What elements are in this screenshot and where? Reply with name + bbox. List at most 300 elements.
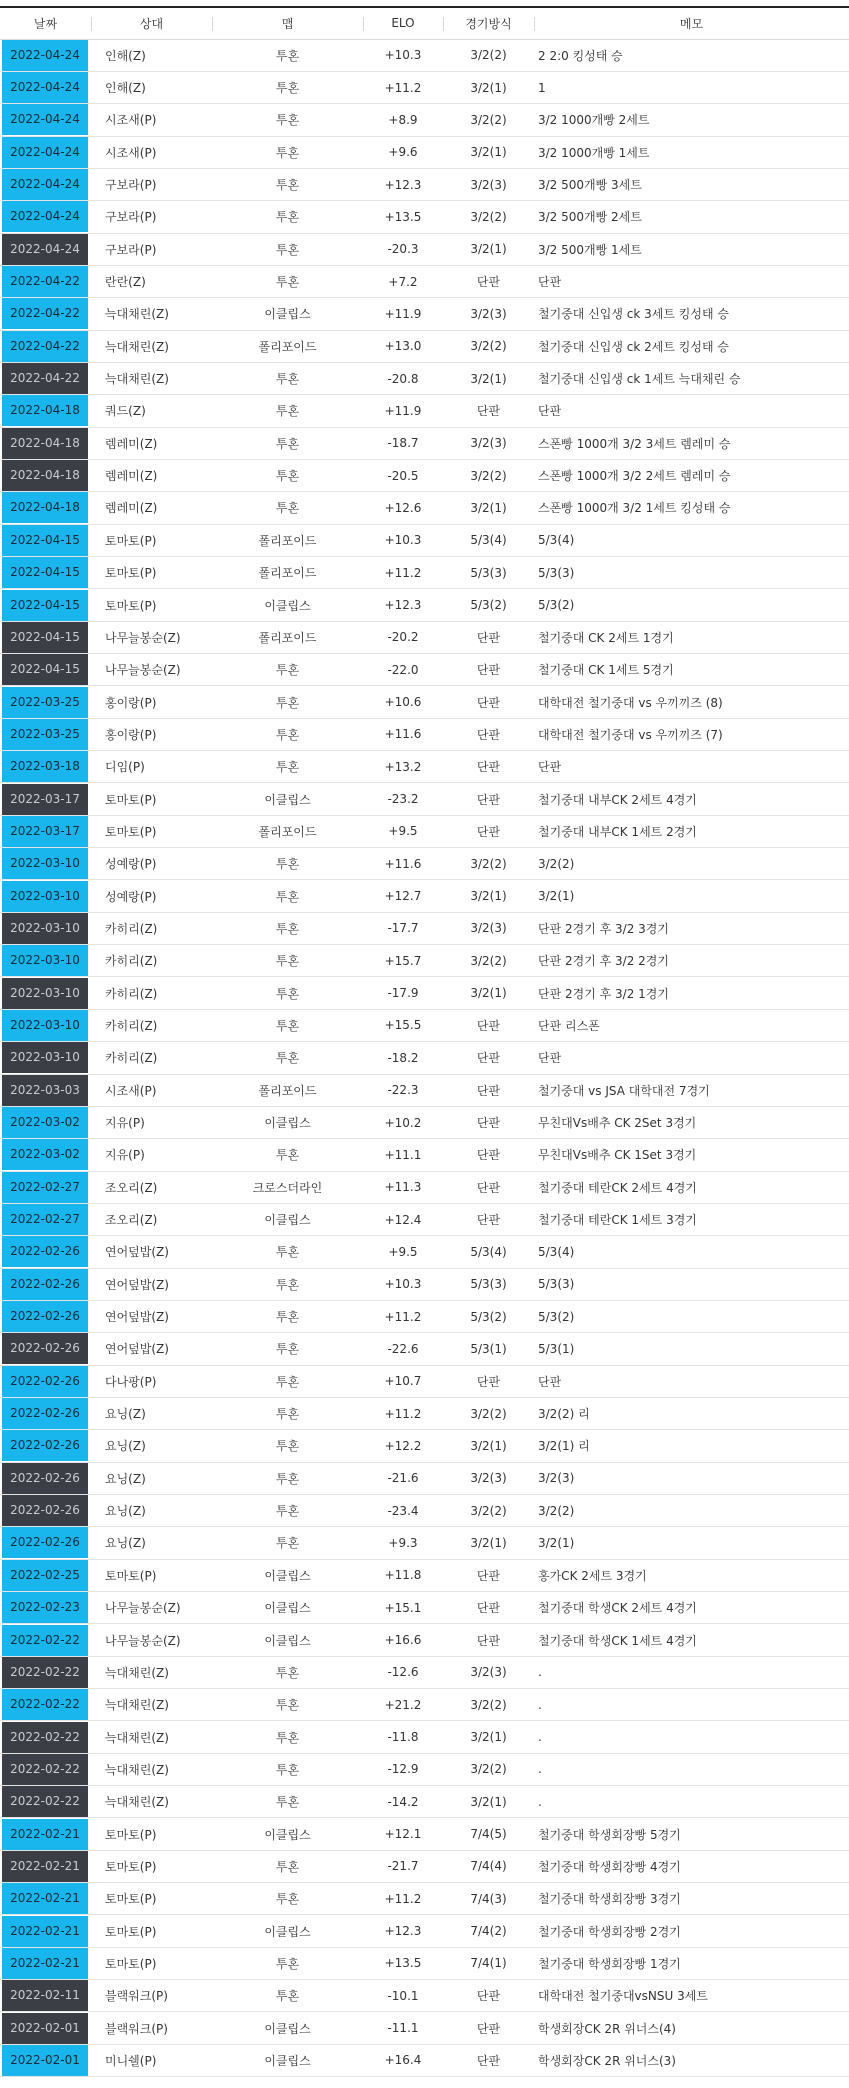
table-row: [0, 1139, 849, 1171]
win-date-badge: 2022-02-26: [2, 1527, 88, 1558]
elo-cell: +12.3: [363, 1915, 443, 1947]
loss-date-badge: 2022-03-17: [2, 784, 88, 815]
opponent-cell: 지유(P): [91, 1106, 212, 1138]
date-cell: [0, 1430, 91, 1462]
memo-cell: 단판 2경기 후 3/2 1경기: [534, 977, 849, 1009]
map-cell: 투혼: [212, 848, 363, 880]
map-cell: 투혼: [212, 718, 363, 750]
map-cell: 이클립스: [212, 783, 363, 815]
opponent-cell: 요닝(Z): [91, 1494, 212, 1526]
format-cell: 3/2(1): [443, 136, 534, 168]
map-cell: 폴리포이드: [212, 330, 363, 362]
elo-cell: +11.2: [363, 1883, 443, 1915]
opponent-cell: 조오리(Z): [91, 1203, 212, 1235]
loss-date-badge: 2022-03-03: [2, 1075, 88, 1106]
table-row: [0, 136, 849, 168]
map-cell: 투혼: [212, 1236, 363, 1268]
loss-date-badge: 2022-02-26: [2, 1495, 88, 1526]
elo-cell: -20.2: [363, 621, 443, 653]
memo-cell: 철기중대 학생회장빵 3경기: [534, 1883, 849, 1915]
elo-cell: +13.2: [363, 751, 443, 783]
elo-cell: -18.7: [363, 427, 443, 459]
opponent-cell: 늑대채린(Z): [91, 1786, 212, 1818]
opponent-cell: 나무늘봉순(Z): [91, 1592, 212, 1624]
format-cell: 3/2(2): [443, 848, 534, 880]
format-cell: 5/3(4): [443, 1236, 534, 1268]
table-row: [0, 783, 849, 815]
win-date-badge: 2022-04-24: [2, 137, 88, 168]
date-cell: [0, 1592, 91, 1624]
memo-cell: 5/3(3): [534, 1268, 849, 1300]
opponent-cell: 카히리(Z): [91, 945, 212, 977]
memo-cell: .: [534, 1689, 849, 1721]
memo-cell: 철기중대 학생CK 2세트 4경기: [534, 1592, 849, 1624]
map-cell: 투혼: [212, 1689, 363, 1721]
opponent-cell: 카히리(Z): [91, 1009, 212, 1041]
opponent-cell: 쿼드(Z): [91, 395, 212, 427]
table-row: [0, 1980, 849, 2012]
date-cell: [0, 1753, 91, 1785]
map-cell: 투혼: [212, 1656, 363, 1688]
date-cell: [0, 1300, 91, 1332]
win-date-badge: 2022-02-22: [2, 1689, 88, 1720]
map-cell: 투혼: [212, 1850, 363, 1882]
loss-date-badge: 2022-03-10: [2, 978, 88, 1009]
format-cell: 3/2(2): [443, 330, 534, 362]
elo-cell: +12.2: [363, 1430, 443, 1462]
table-row: [0, 848, 849, 880]
elo-cell: +12.6: [363, 492, 443, 524]
opponent-cell: 미니쉘(P): [91, 2044, 212, 2076]
format-cell: 5/3(2): [443, 589, 534, 621]
memo-cell: 3/2 1000개빵 1세트: [534, 136, 849, 168]
date-cell: [0, 1656, 91, 1688]
opponent-cell: 늑대채린(Z): [91, 1656, 212, 1688]
table-row: [0, 654, 849, 686]
opponent-cell: 렘레미(Z): [91, 492, 212, 524]
memo-cell: 3/2 500개빵 2세트: [534, 201, 849, 233]
memo-cell: 철기중대 내부CK 1세트 2경기: [534, 815, 849, 847]
opponent-cell: 요닝(Z): [91, 1462, 212, 1494]
date-cell: [0, 1042, 91, 1074]
win-date-badge: 2022-02-21: [2, 1948, 88, 1979]
win-date-badge: 2022-04-22: [2, 298, 88, 329]
memo-cell: 철기중대 학생회장빵 4경기: [534, 1850, 849, 1882]
map-cell: 투혼: [212, 201, 363, 233]
format-cell: 단판: [443, 654, 534, 686]
map-cell: 이클립스: [212, 2012, 363, 2044]
elo-cell: -22.6: [363, 1333, 443, 1365]
date-cell: [0, 815, 91, 847]
win-date-badge: 2022-03-25: [2, 719, 88, 750]
format-cell: 3/2(1): [443, 1430, 534, 1462]
header-elo: ELO: [363, 7, 443, 39]
date-cell: [0, 1268, 91, 1300]
table-row: [0, 621, 849, 653]
elo-cell: +11.8: [363, 1559, 443, 1591]
date-cell: [0, 524, 91, 556]
map-cell: 이클립스: [212, 1624, 363, 1656]
date-cell: [0, 1721, 91, 1753]
win-date-badge: 2022-04-24: [2, 201, 88, 232]
map-cell: 투혼: [212, 1365, 363, 1397]
elo-cell: +12.4: [363, 1203, 443, 1235]
format-cell: 3/2(2): [443, 104, 534, 136]
memo-cell: 3/2(3): [534, 1462, 849, 1494]
map-cell: 투혼: [212, 104, 363, 136]
memo-cell: 철기중대 CK 2세트 1경기: [534, 621, 849, 653]
map-cell: 투혼: [212, 362, 363, 394]
format-cell: 3/2(1): [443, 977, 534, 1009]
elo-cell: +11.9: [363, 395, 443, 427]
date-cell: [0, 1559, 91, 1591]
memo-cell: 5/3(1): [534, 1333, 849, 1365]
win-date-badge: 2022-04-18: [2, 395, 88, 426]
memo-cell: 철기중대 테란CK 2세트 4경기: [534, 1171, 849, 1203]
memo-cell: 단판: [534, 395, 849, 427]
date-cell: [0, 1333, 91, 1365]
date-cell: [0, 1883, 91, 1915]
table-row: [0, 1333, 849, 1365]
map-cell: 투혼: [212, 233, 363, 265]
format-cell: 3/2(1): [443, 362, 534, 394]
format-cell: 3/2(3): [443, 427, 534, 459]
format-cell: 3/2(3): [443, 298, 534, 330]
opponent-cell: 토마토(P): [91, 589, 212, 621]
memo-cell: 단판 2경기 후 3/2 3경기: [534, 912, 849, 944]
table-row: [0, 168, 849, 200]
table-row: [0, 1203, 849, 1235]
elo-cell: +11.2: [363, 1397, 443, 1429]
elo-cell: -14.2: [363, 1786, 443, 1818]
elo-cell: -12.9: [363, 1753, 443, 1785]
opponent-cell: 카히리(Z): [91, 1042, 212, 1074]
win-date-badge: 2022-04-15: [2, 525, 88, 556]
opponent-cell: 연어덮밥(Z): [91, 1268, 212, 1300]
elo-cell: +10.3: [363, 1268, 443, 1300]
opponent-cell: 디임(P): [91, 751, 212, 783]
win-date-badge: 2022-04-24: [2, 169, 88, 200]
header-date: 날짜: [0, 7, 91, 39]
opponent-cell: 구보라(P): [91, 201, 212, 233]
win-date-badge: 2022-02-25: [2, 1560, 88, 1591]
loss-date-badge: 2022-02-22: [2, 1657, 88, 1688]
opponent-cell: 조오리(Z): [91, 1171, 212, 1203]
date-cell: [0, 912, 91, 944]
header-row: [0, 7, 849, 39]
opponent-cell: 블랙워크(P): [91, 1980, 212, 2012]
map-cell: 크로스더라인: [212, 1171, 363, 1203]
table-row: [0, 265, 849, 297]
map-cell: 투혼: [212, 1883, 363, 1915]
date-cell: [0, 589, 91, 621]
opponent-cell: 구보라(P): [91, 168, 212, 200]
match-rows: [0, 39, 849, 2077]
map-cell: 투혼: [212, 1494, 363, 1526]
date-cell: [0, 201, 91, 233]
memo-cell: 3/2 500개빵 1세트: [534, 233, 849, 265]
table-row: [0, 492, 849, 524]
format-cell: 3/2(3): [443, 912, 534, 944]
win-date-badge: 2022-02-27: [2, 1172, 88, 1203]
table-row: [0, 686, 849, 718]
format-cell: 7/4(3): [443, 1883, 534, 1915]
opponent-cell: 렘레미(Z): [91, 459, 212, 491]
opponent-cell: 렘레미(Z): [91, 427, 212, 459]
format-cell: 3/2(2): [443, 1689, 534, 1721]
memo-cell: 스폰빵 1000개 3/2 3세트 렘레미 승: [534, 427, 849, 459]
memo-cell: 5/3(2): [534, 1300, 849, 1332]
win-date-badge: 2022-03-02: [2, 1139, 88, 1170]
opponent-cell: 늑대채린(Z): [91, 1721, 212, 1753]
table-row: [0, 1236, 849, 1268]
memo-cell: 스폰빵 1000개 3/2 1세트 킹성태 승: [534, 492, 849, 524]
elo-cell: -23.2: [363, 783, 443, 815]
date-cell: [0, 1947, 91, 1979]
memo-cell: 단판: [534, 265, 849, 297]
table-row: [0, 1009, 849, 1041]
memo-cell: 2 2:0 킹성태 승: [534, 39, 849, 71]
map-cell: 폴리포이드: [212, 621, 363, 653]
loss-date-badge: 2022-03-10: [2, 1042, 88, 1073]
memo-cell: 철기중대 vs JSA 대학대전 7경기: [534, 1074, 849, 1106]
memo-cell: 5/3(3): [534, 557, 849, 589]
loss-date-badge: 2022-02-22: [2, 1754, 88, 1785]
format-cell: 단판: [443, 815, 534, 847]
table-row: [0, 1753, 849, 1785]
table-row: [0, 815, 849, 847]
opponent-cell: 시조새(P): [91, 1074, 212, 1106]
map-cell: 투혼: [212, 39, 363, 71]
elo-cell: +11.2: [363, 1300, 443, 1332]
map-cell: 이클립스: [212, 1818, 363, 1850]
loss-date-badge: 2022-04-18: [2, 428, 88, 459]
format-cell: 단판: [443, 783, 534, 815]
memo-cell: 대학대전 철기중대 vs 우끼끼즈 (8): [534, 686, 849, 718]
map-cell: 투혼: [212, 1268, 363, 1300]
opponent-cell: 늑대채린(Z): [91, 1689, 212, 1721]
format-cell: 단판: [443, 718, 534, 750]
elo-cell: +16.4: [363, 2044, 443, 2076]
table-row: [0, 362, 849, 394]
format-cell: 단판: [443, 751, 534, 783]
opponent-cell: 나무늘봉순(Z): [91, 654, 212, 686]
memo-cell: 3/2(1) 리: [534, 1430, 849, 1462]
opponent-cell: 늑대채린(Z): [91, 362, 212, 394]
map-cell: 이클립스: [212, 298, 363, 330]
table-row: [0, 589, 849, 621]
opponent-cell: 홍이랑(P): [91, 718, 212, 750]
elo-cell: -10.1: [363, 1980, 443, 2012]
elo-cell: +7.2: [363, 265, 443, 297]
format-cell: 단판: [443, 1139, 534, 1171]
opponent-cell: 홍이랑(P): [91, 686, 212, 718]
table-row: [0, 459, 849, 491]
memo-cell: 스폰빵 1000개 3/2 2세트 렘레미 승: [534, 459, 849, 491]
win-date-badge: 2022-03-18: [2, 751, 88, 782]
format-cell: 3/2(3): [443, 168, 534, 200]
map-cell: 투혼: [212, 654, 363, 686]
map-cell: 이클립스: [212, 1203, 363, 1235]
format-cell: 7/4(4): [443, 1850, 534, 1882]
opponent-cell: 토마토(P): [91, 1915, 212, 1947]
format-cell: 단판: [443, 2012, 534, 2044]
elo-cell: +15.7: [363, 945, 443, 977]
table-row: [0, 104, 849, 136]
map-cell: 투혼: [212, 168, 363, 200]
elo-cell: -17.7: [363, 912, 443, 944]
elo-cell: +10.3: [363, 524, 443, 556]
opponent-cell: 란란(Z): [91, 265, 212, 297]
map-cell: 투혼: [212, 71, 363, 103]
opponent-cell: 나무늘봉순(Z): [91, 1624, 212, 1656]
map-cell: 투혼: [212, 880, 363, 912]
memo-cell: 단판: [534, 751, 849, 783]
elo-cell: +10.7: [363, 1365, 443, 1397]
memo-cell: 철기중대 신입생 ck 1세트 늑대채린 승: [534, 362, 849, 394]
table-row: [0, 1656, 849, 1688]
date-cell: [0, 848, 91, 880]
format-cell: 5/3(3): [443, 1268, 534, 1300]
win-date-badge: 2022-02-23: [2, 1592, 88, 1623]
format-cell: 3/2(3): [443, 1656, 534, 1688]
loss-date-badge: 2022-02-26: [2, 1463, 88, 1494]
memo-cell: 3/2 500개빵 3세트: [534, 168, 849, 200]
table-row: [0, 751, 849, 783]
memo-cell: 학생회장CK 2R 위너스(3): [534, 2044, 849, 2076]
date-cell: [0, 557, 91, 589]
date-cell: [0, 977, 91, 1009]
win-date-badge: 2022-02-21: [2, 1916, 88, 1947]
format-cell: 3/2(2): [443, 459, 534, 491]
opponent-cell: 요닝(Z): [91, 1527, 212, 1559]
memo-cell: 단판 2경기 후 3/2 2경기: [534, 945, 849, 977]
date-cell: [0, 2044, 91, 2076]
format-cell: 3/2(2): [443, 1397, 534, 1429]
win-date-badge: 2022-03-17: [2, 816, 88, 847]
win-date-badge: 2022-03-10: [2, 848, 88, 879]
elo-cell: +12.3: [363, 168, 443, 200]
win-date-badge: 2022-02-21: [2, 1819, 88, 1850]
match-table: [0, 6, 849, 2077]
memo-cell: 3/2(1): [534, 880, 849, 912]
map-cell: 투혼: [212, 1753, 363, 1785]
memo-cell: .: [534, 1786, 849, 1818]
date-cell: [0, 2012, 91, 2044]
map-cell: 폴리포이드: [212, 1074, 363, 1106]
win-date-badge: 2022-02-26: [2, 1398, 88, 1429]
format-cell: 단판: [443, 1106, 534, 1138]
opponent-cell: 성예랑(P): [91, 880, 212, 912]
opponent-cell: 요닝(Z): [91, 1397, 212, 1429]
header-format: 경기방식: [443, 7, 534, 39]
elo-cell: -22.0: [363, 654, 443, 686]
elo-cell: +8.9: [363, 104, 443, 136]
opponent-cell: 카히리(Z): [91, 977, 212, 1009]
date-cell: [0, 1106, 91, 1138]
map-cell: 이클립스: [212, 1106, 363, 1138]
map-cell: 투혼: [212, 1721, 363, 1753]
date-cell: [0, 1786, 91, 1818]
table-row: [0, 298, 849, 330]
win-date-badge: 2022-04-22: [2, 266, 88, 297]
format-cell: 단판: [443, 1980, 534, 2012]
loss-date-badge: 2022-02-21: [2, 1851, 88, 1882]
memo-cell: 3/2(2): [534, 1494, 849, 1526]
opponent-cell: 요닝(Z): [91, 1430, 212, 1462]
format-cell: 단판: [443, 1559, 534, 1591]
map-cell: 투혼: [212, 265, 363, 297]
elo-cell: +15.5: [363, 1009, 443, 1041]
opponent-cell: 늑대채린(Z): [91, 298, 212, 330]
date-cell: [0, 1139, 91, 1171]
format-cell: 단판: [443, 1074, 534, 1106]
map-cell: 투혼: [212, 1139, 363, 1171]
table-row: [0, 945, 849, 977]
opponent-cell: 인해(Z): [91, 39, 212, 71]
table-row: [0, 1397, 849, 1429]
format-cell: 3/2(2): [443, 945, 534, 977]
format-cell: 단판: [443, 686, 534, 718]
date-cell: [0, 362, 91, 394]
map-cell: 투혼: [212, 1397, 363, 1429]
opponent-cell: 구보라(P): [91, 233, 212, 265]
date-cell: [0, 621, 91, 653]
win-date-badge: 2022-03-10: [2, 881, 88, 912]
memo-cell: 3/2(2): [534, 848, 849, 880]
win-date-badge: 2022-02-26: [2, 1430, 88, 1461]
win-date-badge: 2022-04-24: [2, 104, 88, 135]
table-row: [0, 1430, 849, 1462]
map-cell: 투혼: [212, 492, 363, 524]
date-cell: [0, 1494, 91, 1526]
memo-cell: 학생회장CK 2R 위너스(4): [534, 2012, 849, 2044]
format-cell: 단판: [443, 621, 534, 653]
map-cell: 이클립스: [212, 589, 363, 621]
opponent-cell: 토마토(P): [91, 524, 212, 556]
map-cell: 폴리포이드: [212, 557, 363, 589]
elo-cell: -12.6: [363, 1656, 443, 1688]
format-cell: 7/4(2): [443, 1915, 534, 1947]
map-cell: 투혼: [212, 395, 363, 427]
date-cell: [0, 265, 91, 297]
header-opponent: 상대: [91, 7, 212, 39]
loss-date-badge: 2022-04-24: [2, 234, 88, 265]
date-cell: [0, 1818, 91, 1850]
format-cell: 3/2(1): [443, 71, 534, 103]
date-cell: [0, 168, 91, 200]
opponent-cell: 블랙워크(P): [91, 2012, 212, 2044]
map-cell: 투혼: [212, 1980, 363, 2012]
format-cell: 5/3(4): [443, 524, 534, 556]
elo-cell: +15.1: [363, 1592, 443, 1624]
loss-date-badge: 2022-03-10: [2, 913, 88, 944]
win-date-badge: 2022-02-27: [2, 1204, 88, 1235]
opponent-cell: 토마토(P): [91, 1850, 212, 1882]
memo-cell: 3/2(2) 리: [534, 1397, 849, 1429]
opponent-cell: 늑대채린(Z): [91, 1753, 212, 1785]
opponent-cell: 성예랑(P): [91, 848, 212, 880]
loss-date-badge: 2022-02-11: [2, 1980, 88, 2011]
map-cell: 이클립스: [212, 1559, 363, 1591]
win-date-badge: 2022-04-15: [2, 557, 88, 588]
memo-cell: 철기중대 테란CK 1세트 3경기: [534, 1203, 849, 1235]
date-cell: [0, 945, 91, 977]
format-cell: 3/2(2): [443, 39, 534, 71]
loss-date-badge: 2022-04-22: [2, 363, 88, 394]
opponent-cell: 토마토(P): [91, 1883, 212, 1915]
memo-cell: 5/3(4): [534, 524, 849, 556]
